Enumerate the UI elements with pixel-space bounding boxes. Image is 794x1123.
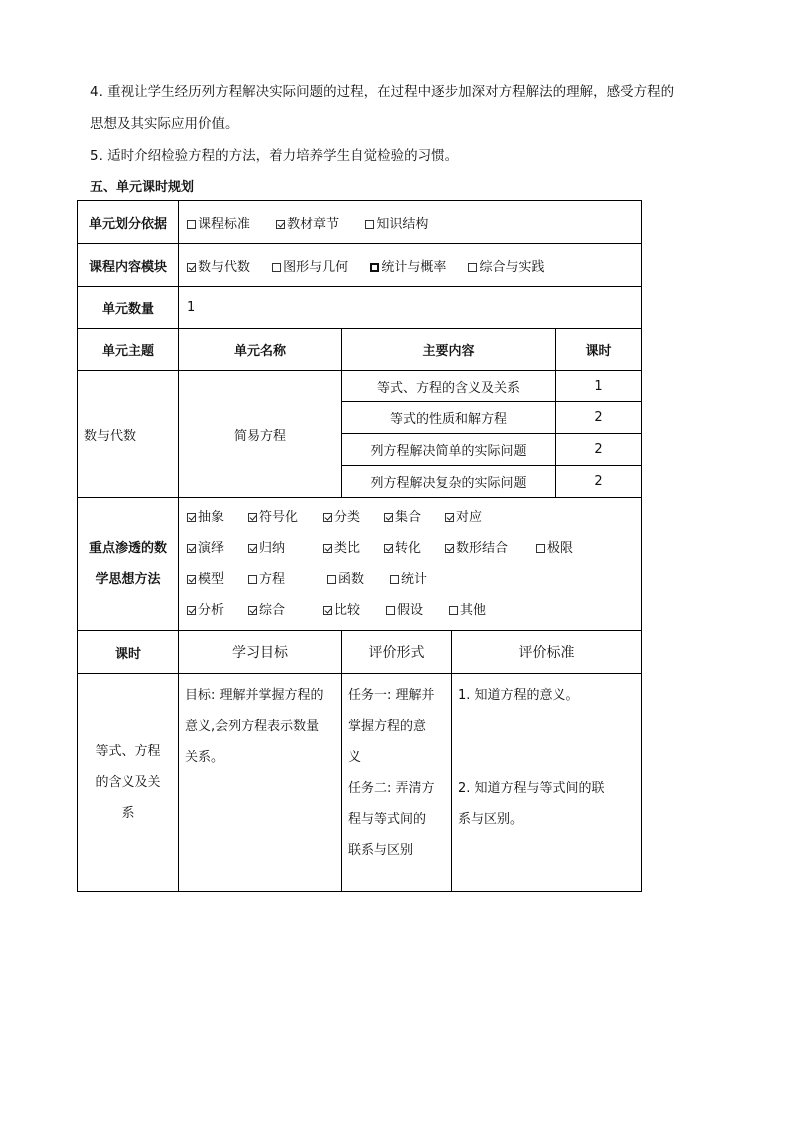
content-4: 列方程解决复杂的实际问题 (342, 466, 556, 498)
method-option[interactable]: 模型 (187, 564, 224, 595)
lesson-criteria: 1. 知道方程的意义。 2. 知道方程与等式间的联 系与区别。 (452, 674, 642, 892)
checkbox-icon (390, 575, 399, 584)
unit-header-row (78, 329, 642, 371)
checked-checkbox-icon (323, 544, 332, 553)
checked-checkbox-icon (248, 606, 257, 615)
method-option[interactable]: 数形结合 (445, 533, 508, 564)
checked-checkbox-icon (384, 544, 393, 553)
unit-theme: 数与代数 (78, 371, 179, 498)
content-1: 等式、方程的含义及关系 (342, 371, 556, 402)
methods-row-3 (187, 564, 641, 595)
method-option[interactable]: 比较 (323, 595, 360, 626)
checked-checkbox-icon (384, 513, 393, 522)
methods-row-2 (187, 533, 641, 564)
method-option[interactable]: 分析 (187, 595, 224, 626)
method-option[interactable]: 极限 (536, 533, 573, 564)
module-row (78, 244, 642, 287)
header-name: 单元名称 (179, 329, 342, 371)
count-row (78, 287, 642, 329)
checkbox-icon (449, 606, 458, 615)
method-option[interactable]: 统计 (390, 564, 427, 595)
checked-checkbox-icon (276, 220, 285, 229)
option-module-0[interactable]: 数与代数 (187, 256, 250, 275)
checked-checkbox-icon (248, 544, 257, 553)
header-theme: 单元主题 (78, 329, 179, 371)
lesson-row (78, 674, 642, 892)
method-option[interactable]: 函数 (327, 564, 364, 595)
checked-checkbox-icon (187, 544, 196, 553)
checkbox-icon (536, 544, 545, 553)
method-option[interactable]: 假设 (386, 595, 423, 626)
header-criteria: 评价标准 (452, 631, 642, 674)
checkbox-icon (365, 220, 374, 229)
unit-plan-table (77, 200, 642, 892)
paragraph-5: 5. 适时介绍检验方程的方法，着力培养学生自觉检验的习惯。 (90, 148, 459, 164)
section-heading: 五、单元课时规划 (90, 180, 195, 195)
basis-options (179, 201, 642, 244)
hours-1: 1 (556, 371, 642, 402)
option-module-1[interactable]: 图形与几何 (272, 256, 348, 275)
header-goal: 学习目标 (179, 631, 342, 674)
checkbox-icon (187, 220, 196, 229)
methods-row-4 (187, 595, 641, 626)
method-option[interactable]: 演绎 (187, 533, 224, 564)
method-option[interactable]: 转化 (384, 533, 421, 564)
lesson-name: 等式、方程 的含义及关 系 (78, 674, 179, 892)
method-option[interactable]: 其他 (449, 595, 486, 626)
methods-row (78, 498, 642, 631)
lesson-form: 任务一: 理解并 掌握方程的意 义 任务二: 弄清方 程与等式间的 联系与区别 (342, 674, 452, 892)
option-basis-0[interactable]: 课程标准 (187, 213, 250, 232)
option-module-2[interactable]: 统计与概率 (370, 256, 446, 275)
method-option[interactable]: 集合 (384, 502, 421, 533)
checked-checkbox-icon (187, 263, 196, 272)
checkbox-icon (468, 263, 477, 272)
hours-3: 2 (556, 434, 642, 466)
option-module-3[interactable]: 综合与实践 (468, 256, 544, 275)
method-option[interactable]: 方程 (248, 564, 285, 595)
checked-checkbox-icon (187, 575, 196, 584)
header-hours: 课时 (556, 329, 642, 371)
unit-row-1 (78, 371, 642, 402)
checked-checkbox-icon (187, 513, 196, 522)
hours-4: 2 (556, 466, 642, 498)
checkbox-icon (327, 575, 336, 584)
method-option[interactable]: 归纳 (248, 533, 285, 564)
method-option[interactable]: 对应 (445, 502, 482, 533)
checked-checkbox-icon (445, 513, 454, 522)
option-basis-1[interactable]: 教材章节 (276, 213, 339, 232)
count-value: 1 (179, 287, 642, 329)
lesson-goal: 目标: 理解并掌握方程的 意义,会列方程表示数量 关系。 (179, 674, 342, 892)
method-option[interactable]: 分类 (323, 502, 360, 533)
methods-row-1 (187, 502, 641, 533)
checkbox-icon (272, 263, 281, 272)
method-option[interactable]: 符号化 (248, 502, 298, 533)
header-lesson: 课时 (78, 631, 179, 674)
header-form: 评价形式 (342, 631, 452, 674)
count-label: 单元数量 (78, 287, 179, 329)
checkbox-icon (248, 575, 257, 584)
option-basis-2[interactable]: 知识结构 (365, 213, 428, 232)
checked-checkbox-icon (248, 513, 257, 522)
checkbox-icon (386, 606, 395, 615)
basis-row (78, 201, 642, 244)
paragraph-4-line1: 4. 重视让学生经历列方程解决实际问题的过程，在过程中逐步加深对方程解法的理解，感受方程的 (90, 84, 675, 100)
basis-label: 单元划分依据 (78, 201, 179, 244)
paragraph-4-line2: 思想及其实际应用价值。 (90, 116, 239, 132)
module-options (179, 244, 642, 287)
header-content: 主要内容 (342, 329, 556, 371)
method-option[interactable]: 综合 (248, 595, 285, 626)
method-option[interactable]: 抽象 (187, 502, 224, 533)
hours-2: 2 (556, 402, 642, 434)
checked-checkbox-icon (323, 606, 332, 615)
unit-name: 简易方程 (179, 371, 342, 498)
checked-checkbox-icon (323, 513, 332, 522)
methods-label: 重点渗透的数 学思想方法 (78, 498, 179, 631)
module-label: 课程内容模块 (78, 244, 179, 287)
checked-checkbox-icon (187, 606, 196, 615)
checkbox-icon (370, 263, 379, 272)
checked-checkbox-icon (445, 544, 454, 553)
methods-options (179, 498, 642, 631)
lesson-header-row (78, 631, 642, 674)
content-2: 等式的性质和解方程 (342, 402, 556, 434)
content-3: 列方程解决简单的实际问题 (342, 434, 556, 466)
method-option[interactable]: 类比 (323, 533, 360, 564)
